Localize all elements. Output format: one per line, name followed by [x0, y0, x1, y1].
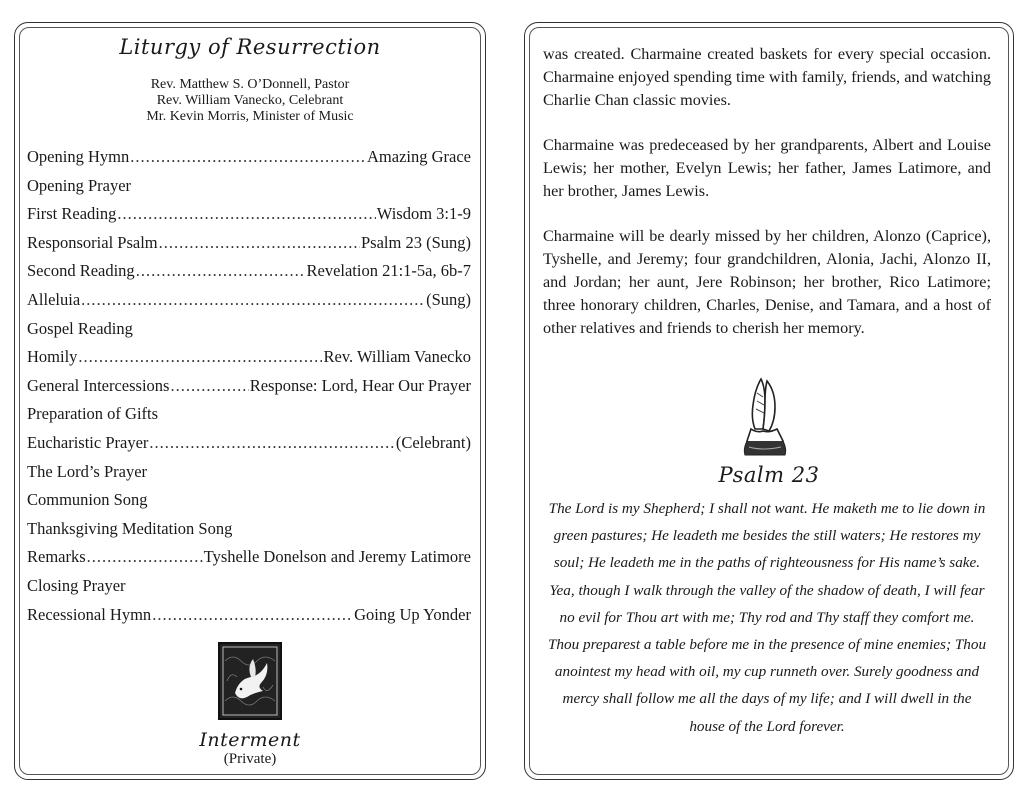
- program-row: [27, 605, 471, 634]
- dot-leader: [170, 376, 248, 396]
- program-item-label: Remarks: [27, 547, 86, 567]
- program-item-label: Closing Prayer: [27, 575, 126, 595]
- program-item-label: Gospel Reading: [27, 318, 133, 338]
- program-item-value: (Sung): [426, 289, 471, 309]
- obituary-paragraph: was created. Charmaine created baskets for every special occasion. Charmaine enjoyed spending time with family, friends, and watching Charlie Chan classic movies.: [543, 45, 991, 109]
- program-item-value: (Celebrant): [395, 432, 471, 452]
- program-item-value: Tyshelle Donelson and Jeremy Latimore: [203, 547, 471, 567]
- dot-leader: [78, 347, 322, 367]
- program-item-label: Second Reading: [27, 261, 135, 281]
- program-row: [27, 547, 471, 576]
- psalm-title: Psalm 23: [718, 463, 820, 487]
- program-item-value: Psalm 23 (Sung): [360, 232, 471, 252]
- program-row: [27, 347, 471, 376]
- dot-leader: [152, 605, 353, 625]
- obituary-paragraph: Charmaine will be dearly missed by her children, Alonzo (Caprice), Tyshelle, and Jeremy; four grandchildren, Alonia, Jachi, Alonzo II, and Jordan; her aunt, Jere Robinson; her brother, Rico Latimore; three honorary children, Charles, Denise, and Tamara, and a host of other relatives and friends to cherish her memory.: [543, 227, 991, 337]
- left-page-panel: [14, 22, 486, 780]
- obituary-text: [543, 43, 991, 362]
- program-row: [27, 462, 471, 491]
- program-item-value: Wisdom 3:1-9: [376, 204, 471, 224]
- dot-leader: [136, 261, 306, 281]
- program-item-value: Going Up Yonder: [354, 604, 471, 624]
- program-item-label: Opening Prayer: [27, 175, 132, 195]
- program-item-label: Recessional Hymn: [27, 604, 152, 624]
- dot-leader: [149, 433, 394, 453]
- program-row: [27, 233, 471, 262]
- program-item-value: Response: Lord, Hear Our Prayer: [249, 375, 471, 395]
- program-row: [27, 290, 471, 319]
- right-page-panel: [524, 22, 1014, 780]
- interment-title: Interment: [199, 729, 301, 751]
- program-row: [27, 319, 471, 348]
- praying-hands-icon: [733, 375, 799, 459]
- program-item-value: Rev. William Vanecko: [323, 347, 471, 367]
- psalm-text: The Lord is my Shepherd; I shall not want. He maketh me to lie down in green pastures; He leadeth me besides the still waters; He restores my soul; He leadeth me in the paths of righteousness for His name’s sake. Yea, though I walk through the valley of the shadow of death, I will fear no evil for Thou art with me; Thy rod and Thy staff they comfort me. Thou preparest a table before me in the presence of mine enemies; Thou anointest my head with oil, my cup runneth over. Surely goodness and mercy shall follow me all the days of my life; and I will dwell in the house of the Lord forever.: [547, 500, 987, 735]
- dot-leader: [81, 290, 425, 310]
- program-row: [27, 376, 471, 405]
- dot-leader: [159, 233, 360, 253]
- program-item-label: Communion Song: [27, 490, 148, 510]
- program-item-label: The Lord’s Prayer: [27, 461, 148, 481]
- program-item-label: Preparation of Gifts: [27, 404, 159, 424]
- program-item-label: Opening Hymn: [27, 147, 130, 166]
- clergy-line: Mr. Kevin Morris, Minister of Music: [146, 109, 354, 124]
- clergy-list: [15, 77, 485, 125]
- program-item-label: First Reading: [27, 204, 117, 224]
- program-item-label: Responsorial Psalm: [27, 232, 158, 252]
- liturgy-title: Liturgy of Resurrection: [119, 35, 381, 59]
- program-row: [27, 261, 471, 290]
- program-item-label: Homily: [27, 347, 78, 367]
- program-item-value: Revelation 21:1-5a, 6b-7: [306, 261, 471, 281]
- program-item-value: Amazing Grace: [367, 147, 471, 166]
- program-item-label: Alleluia: [27, 289, 81, 309]
- obituary-paragraph: Charmaine was predeceased by her grandparents, Albert and Louise Lewis; her mother, Evelyn Lewis; her father, James Latimore, and her brother, James Lewis.: [543, 136, 991, 200]
- dot-leader: [87, 547, 203, 567]
- clergy-line: Rev. William Vanecko, Celebrant: [156, 93, 344, 108]
- program-item-label: Eucharistic Prayer: [27, 432, 149, 452]
- program-row: [27, 576, 471, 605]
- program-item-label: Thanksgiving Meditation Song: [27, 518, 233, 538]
- dove-icon: [217, 641, 283, 721]
- program-row: [27, 404, 471, 433]
- interment-note: (Private): [223, 751, 277, 767]
- program-row: [27, 204, 471, 233]
- program-row: [27, 490, 471, 519]
- program-item-label: General Intercessions: [27, 375, 170, 395]
- program-row: [27, 519, 471, 548]
- clergy-line: Rev. Matthew S. O’Donnell, Pastor: [150, 77, 350, 92]
- program-row: [27, 433, 471, 462]
- program-row: [27, 176, 471, 205]
- dot-leader: [117, 204, 375, 224]
- dot-leader: [130, 147, 366, 167]
- order-of-service: [27, 147, 471, 633]
- program-row: [27, 147, 471, 176]
